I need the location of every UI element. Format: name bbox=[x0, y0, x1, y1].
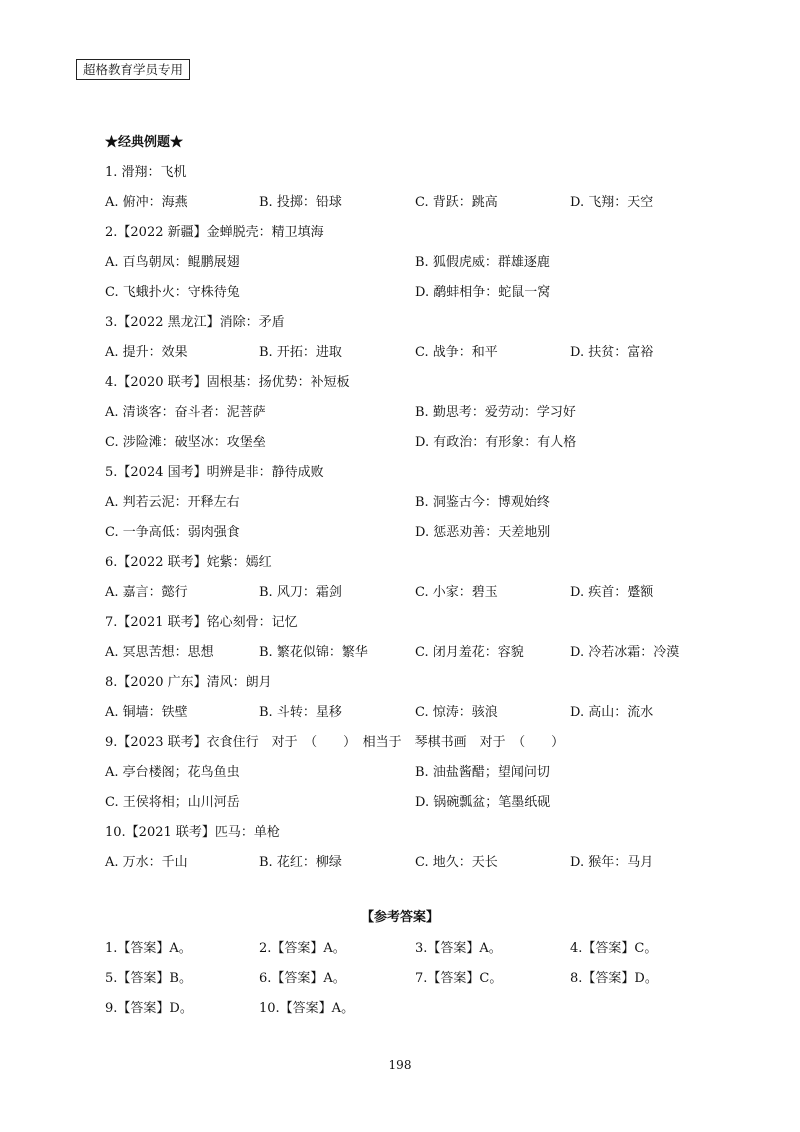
option: A. 清谈客：奋斗者：泥菩萨 bbox=[105, 405, 266, 420]
option: A. 俯冲：海燕 bbox=[105, 195, 188, 210]
option: A. 提升：效果 bbox=[105, 345, 188, 360]
option-row bbox=[105, 488, 705, 518]
option: D. 惩恶劝善：天差地别 bbox=[415, 525, 551, 540]
option-row bbox=[105, 698, 705, 728]
option: B. 投掷：铅球 bbox=[259, 195, 342, 210]
option-row bbox=[105, 518, 705, 548]
answer-item: 1.【答案】A。 bbox=[105, 941, 192, 956]
answer-row bbox=[105, 994, 705, 1024]
option: C. 小家：碧玉 bbox=[415, 585, 498, 600]
option: B. 斗转：星移 bbox=[259, 705, 342, 720]
answer-item: 4.【答案】C。 bbox=[570, 941, 658, 956]
question-stem: 10.【2021 联考】匹马：单枪 bbox=[105, 825, 280, 840]
question-stem: 3.【2022 黑龙江】消除：矛盾 bbox=[105, 315, 285, 330]
option: A. 嘉言：懿行 bbox=[105, 585, 188, 600]
answer-item: 8.【答案】D。 bbox=[570, 971, 658, 986]
option-row bbox=[105, 398, 705, 428]
question-stem: 4.【2020 联考】固根基：扬优势：补短板 bbox=[105, 375, 350, 390]
option: C. 背跃：跳高 bbox=[415, 195, 498, 210]
answer-row bbox=[105, 964, 705, 994]
option-row bbox=[105, 578, 705, 608]
option-row bbox=[105, 248, 705, 278]
option: A. 百鸟朝凤：鲲鹏展翅 bbox=[105, 255, 240, 270]
option: A. 亭台楼阁；花鸟鱼虫 bbox=[105, 765, 240, 780]
question-stem: 8.【2020 广东】清风：朗月 bbox=[105, 675, 272, 690]
option: A. 万水：千山 bbox=[105, 855, 188, 870]
question-list bbox=[105, 158, 705, 878]
option: C. 闭月羞花：容貌 bbox=[415, 645, 524, 660]
question-stem: 7.【2021 联考】铭心刻骨：记忆 bbox=[105, 615, 298, 630]
question-stem: 1. 滑翔：飞机 bbox=[105, 165, 187, 180]
page-number: 198 bbox=[388, 1058, 412, 1072]
option: D. 飞翔：天空 bbox=[570, 195, 654, 210]
answer-row bbox=[105, 934, 705, 964]
answers-title: 【参考答案】 bbox=[360, 910, 439, 925]
option: B. 繁花似锦：繁华 bbox=[259, 645, 368, 660]
option: D. 冷若冰霜：冷漠 bbox=[570, 645, 680, 660]
option: C. 战争：和平 bbox=[415, 345, 498, 360]
option: D. 扶贫：富裕 bbox=[570, 345, 654, 360]
option: A. 判若云泥：开释左右 bbox=[105, 495, 240, 510]
option: D. 疾首：蹙额 bbox=[570, 585, 654, 600]
answer-item: 2.【答案】A。 bbox=[259, 941, 346, 956]
answer-item: 5.【答案】B。 bbox=[105, 971, 192, 986]
question-stem: 5.【2024 国考】明辨是非：静待成败 bbox=[105, 465, 324, 480]
option: C. 王侯将相；山川河岳 bbox=[105, 795, 240, 810]
answer-item: 7.【答案】C。 bbox=[415, 971, 503, 986]
option: B. 花红：柳绿 bbox=[259, 855, 342, 870]
option-row bbox=[105, 428, 705, 458]
option: B. 勤思考：爱劳动：学习好 bbox=[415, 405, 576, 420]
option: C. 惊涛：骇浪 bbox=[415, 705, 498, 720]
option-row bbox=[105, 338, 705, 368]
question-stem: 9.【2023 联考】衣食住行 对于 （ ） 相当于 琴棋书画 对于 （ ） bbox=[105, 735, 565, 750]
answer-item: 6.【答案】A。 bbox=[259, 971, 346, 986]
option: D. 鹬蚌相争：蛇鼠一窝 bbox=[415, 285, 551, 300]
option: A. 冥思苦想：思想 bbox=[105, 645, 214, 660]
option: B. 洞鉴古今：博观始终 bbox=[415, 495, 550, 510]
option-row bbox=[105, 848, 705, 878]
option-row bbox=[105, 638, 705, 668]
option: D. 猴年：马月 bbox=[570, 855, 654, 870]
answer-list bbox=[105, 934, 705, 1024]
option-row bbox=[105, 278, 705, 308]
option: B. 油盐酱醋；望闻问切 bbox=[415, 765, 550, 780]
option: D. 有政治：有形象：有人格 bbox=[415, 435, 577, 450]
header-stamp: 超格教育学员专用 bbox=[76, 59, 190, 80]
option: A. 铜墙：铁壁 bbox=[105, 705, 188, 720]
option: C. 地久：天长 bbox=[415, 855, 498, 870]
option: B. 狐假虎威：群雄逐鹿 bbox=[415, 255, 550, 270]
answer-item: 3.【答案】A。 bbox=[415, 941, 502, 956]
option: C. 飞蛾扑火：守株待兔 bbox=[105, 285, 240, 300]
question-stem: 2.【2022 新疆】金蝉脱壳：精卫填海 bbox=[105, 225, 324, 240]
option: D. 锅碗瓢盆；笔墨纸砚 bbox=[415, 795, 551, 810]
option: B. 开拓：进取 bbox=[259, 345, 342, 360]
option-row bbox=[105, 188, 705, 218]
questions-section bbox=[105, 128, 705, 878]
option-row bbox=[105, 788, 705, 818]
section-title: ★经典例题★ bbox=[105, 135, 184, 150]
answer-item: 9.【答案】D。 bbox=[105, 1001, 193, 1016]
question-stem: 6.【2022 联考】姹紫：嫣红 bbox=[105, 555, 272, 570]
option: C. 涉险滩：破坚冰：攻堡垒 bbox=[105, 435, 266, 450]
option: D. 高山：流水 bbox=[570, 705, 654, 720]
option: B. 风刀：霜剑 bbox=[259, 585, 342, 600]
option: C. 一争高低：弱肉强食 bbox=[105, 525, 240, 540]
option-row bbox=[105, 758, 705, 788]
answer-item: 10.【答案】A。 bbox=[259, 1001, 355, 1016]
